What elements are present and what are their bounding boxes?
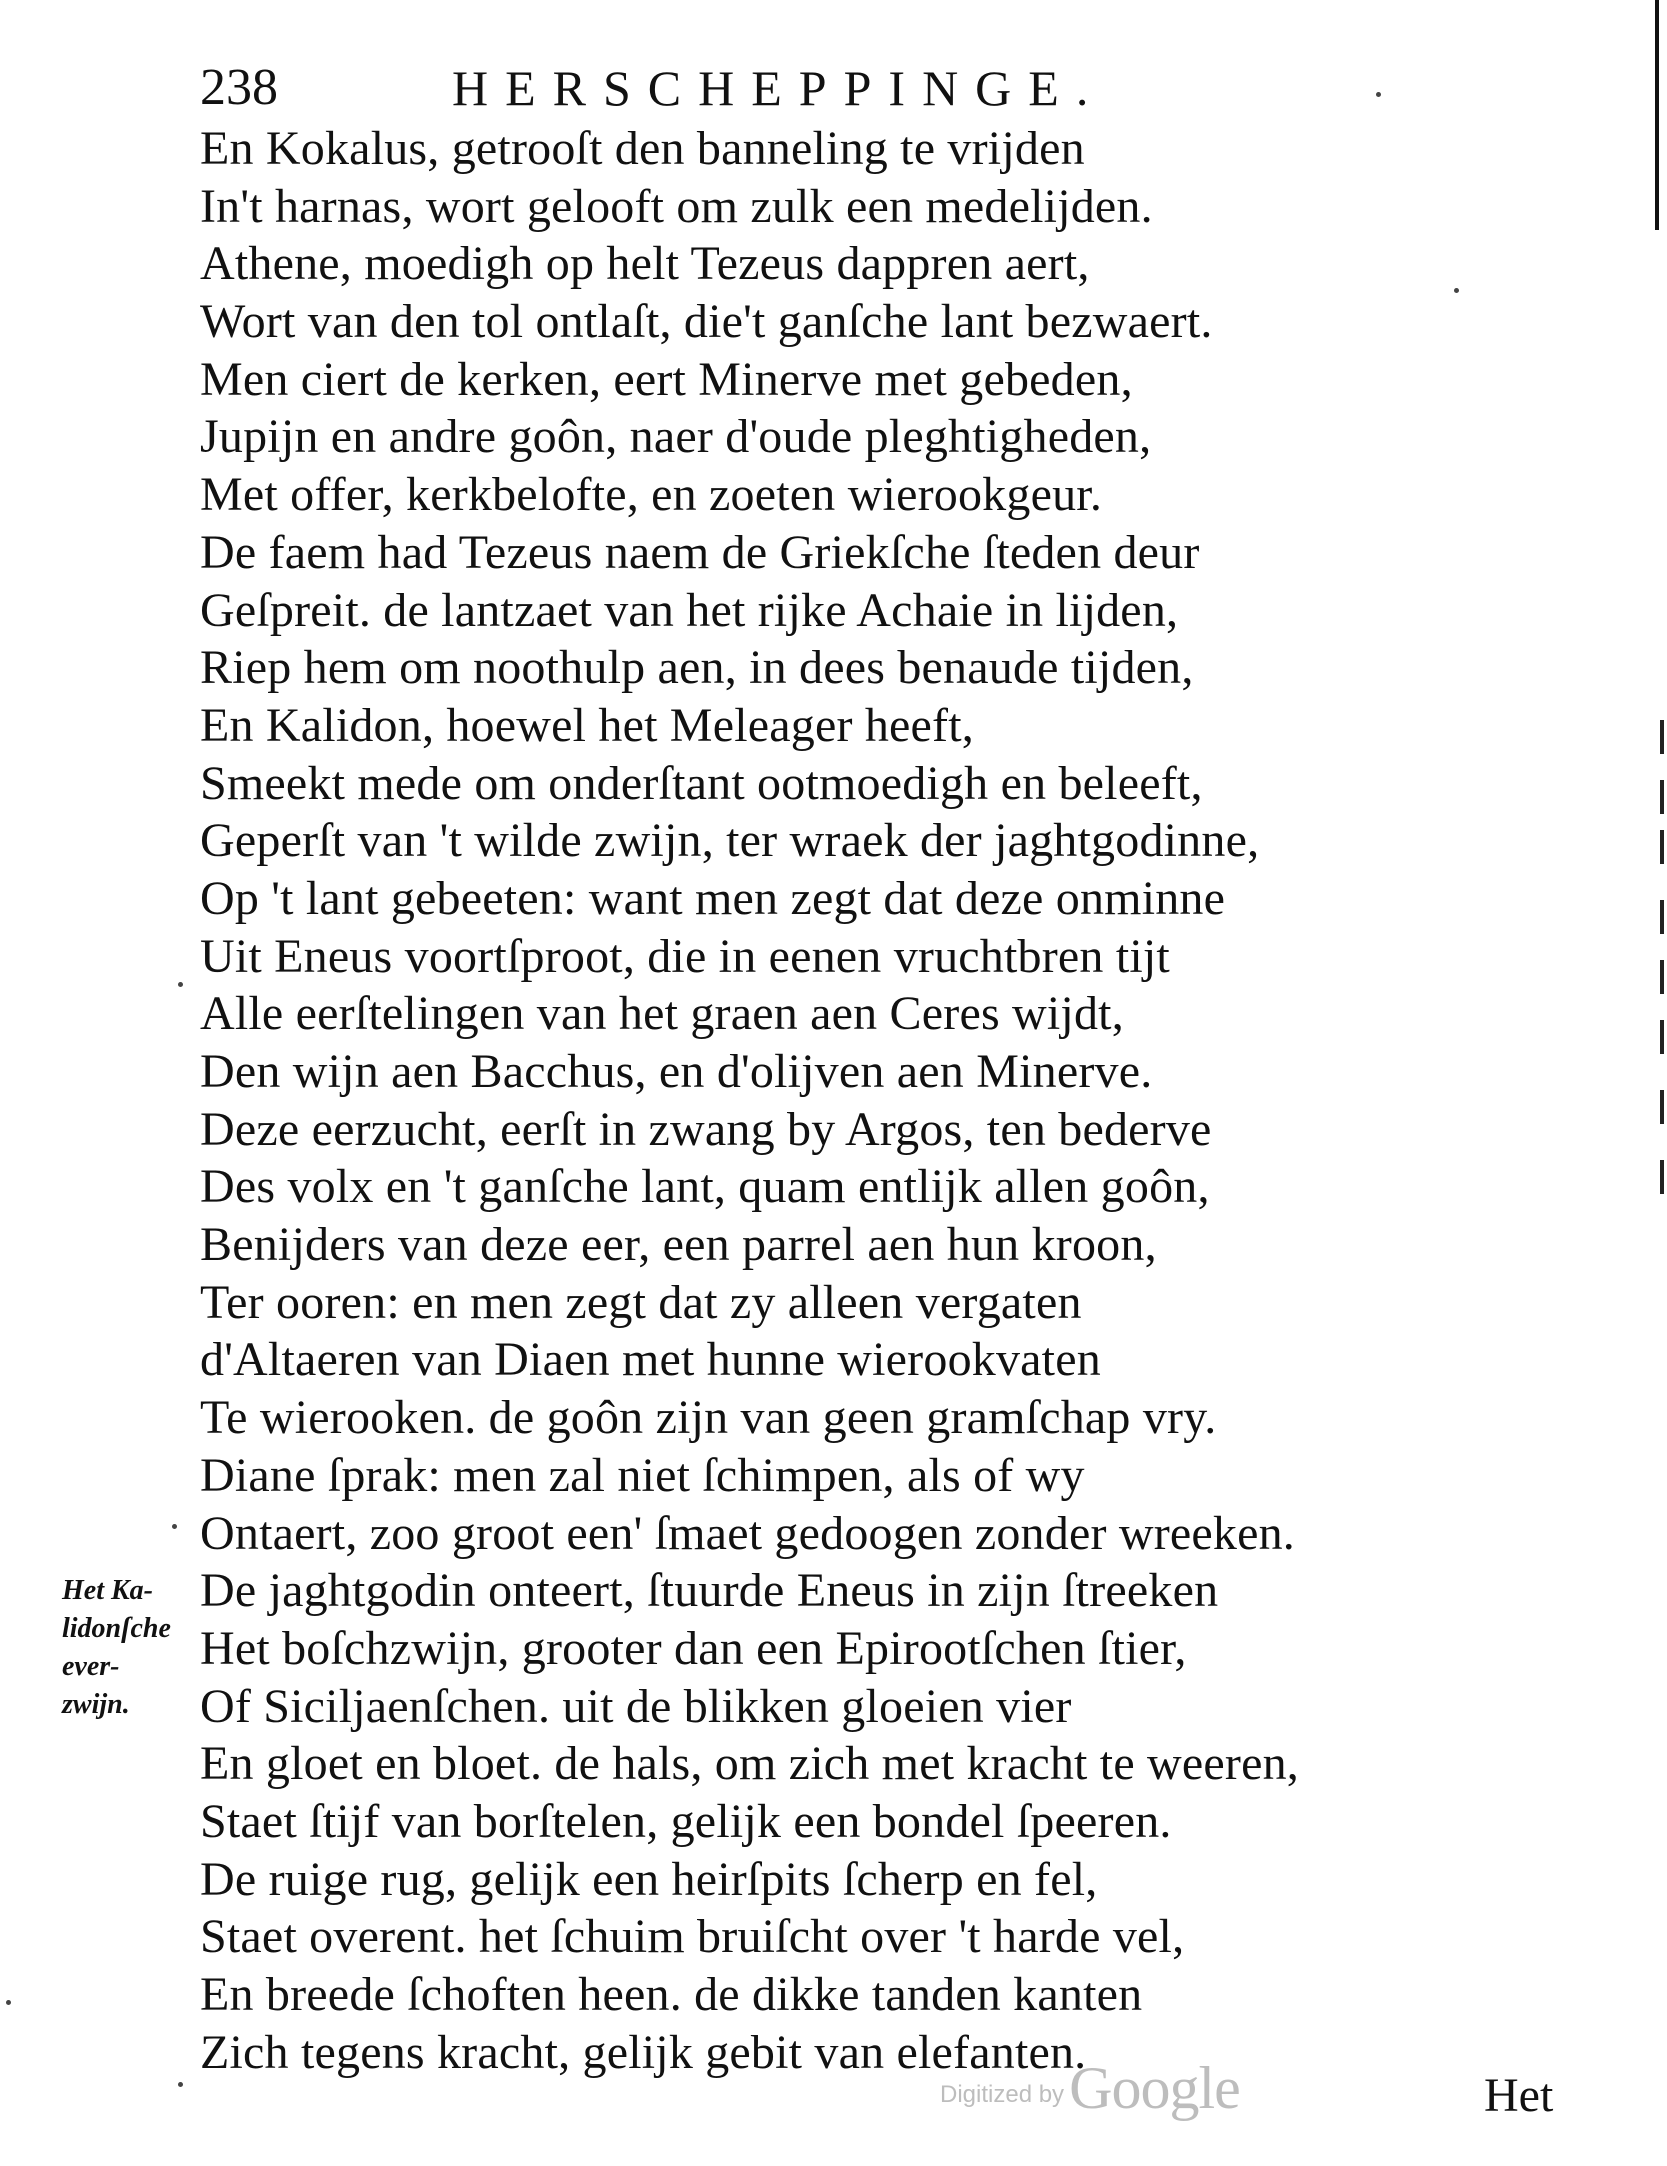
verse-line: Geſpreit. de lantzaet van het rijke Achaie in lijden, bbox=[200, 583, 1179, 637]
verse-line: Jupijn en andre goôn, naer d'oude pleghtigheden, bbox=[200, 410, 1152, 464]
verse-line: Den wijn aen Bacchus, en d'olijven aen Minerve. bbox=[200, 1045, 1153, 1098]
verse-line: Te wierooken. de goôn zijn van geen gramſchap vry. bbox=[200, 1391, 1217, 1445]
verse-line: Smeekt mede om onderſtant ootmoedigh en beleeft, bbox=[200, 756, 1203, 810]
verse-line: De faem had Tezeus naem de Griekſche ſteden deur bbox=[200, 525, 1200, 579]
verse-text bbox=[200, 120, 1580, 2081]
page-number: 238 bbox=[200, 59, 278, 116]
marginal-note-line: zwijn. bbox=[62, 1689, 130, 1720]
verse-line: De ruige rug, gelijk een heirſpits ſcherp en fel, bbox=[200, 1852, 1098, 1906]
verse-line: Of Siciljaenſchen. uit de blikken gloeien vier bbox=[200, 1679, 1072, 1733]
ink-speck bbox=[1454, 288, 1459, 293]
watermark-prefix: Digitized by bbox=[940, 2081, 1065, 2108]
verse-line: De jaghtgodin onteert, ſtuurde Eneus in zijn ſtreeken bbox=[200, 1564, 1219, 1618]
verse-line: En Kalidon, hoewel het Meleager heeft, bbox=[200, 698, 974, 752]
verse-line: Men ciert de kerken, eert Minerve met gebeden, bbox=[200, 352, 1133, 406]
verse-line: Diane ſprak: men zal niet ſchimpen, als of wy bbox=[200, 1448, 1085, 1502]
ink-speck bbox=[172, 1524, 177, 1529]
verse-line: In't harnas, wort gelooft om zulk een medelijden. bbox=[200, 179, 1153, 233]
marginal-note bbox=[62, 1572, 202, 1724]
ink-speck bbox=[178, 2082, 183, 2087]
verse-line: Met offer, kerkbelofte, en zoeten wierookgeur. bbox=[200, 468, 1103, 522]
verse-line: Alle eerſtelingen van het graen aen Ceres wijdt, bbox=[200, 987, 1124, 1041]
ink-speck bbox=[6, 2000, 11, 2005]
verse-line: d'Altaeren van Diaen met hunne wierookvaten bbox=[200, 1333, 1101, 1387]
verse-line: Staet ſtijf van borſtelen, gelijk een bondel ſpeeren. bbox=[200, 1794, 1172, 1848]
verse-line: Ter ooren: en men zegt dat zy alleen vergaten bbox=[200, 1275, 1082, 1329]
marginal-note-line: lidonſche bbox=[62, 1613, 171, 1644]
verse-line: Het boſchzwijn, grooter dan een Epirootſchen ſtier, bbox=[200, 1621, 1187, 1675]
verse-line: Zich tegens kracht, gelijk gebit van elefanten. bbox=[200, 2025, 1087, 2079]
verse-line: Des volx en 't ganſche lant, quam entlijk allen goôn, bbox=[200, 1160, 1210, 1214]
verse-line: En Kokalus, getrooſt den banneling te vrijden bbox=[200, 122, 1085, 175]
ink-speck bbox=[1376, 92, 1381, 97]
verse-line: Deze eerzucht, eerſt in zwang by Argos, ten bederve bbox=[200, 1102, 1212, 1156]
running-title: HERSCHEPPINGE. bbox=[452, 60, 1106, 116]
digitized-watermark bbox=[940, 2055, 1240, 2121]
verse-line: En breede ſchoften heen. de dikke tanden kanten bbox=[200, 1968, 1143, 2021]
watermark-brand: Google bbox=[1069, 2055, 1240, 2121]
verse-line: Uit Eneus voortſproot, die in eenen vruchtbren tijt bbox=[200, 929, 1170, 983]
verse-line: Staet overent. het ſchuim bruiſcht over 't harde vel, bbox=[200, 1910, 1185, 1964]
verse-line: Ontaert, zoo groot een' ſmaet gedoogen zonder wreeken. bbox=[200, 1506, 1295, 1560]
verse-line: Riep hem om noothulp aen, in dees benaude tijden, bbox=[200, 641, 1194, 695]
marginal-note-line: ever- bbox=[62, 1651, 120, 1682]
marginal-note-line: Het Ka- bbox=[62, 1575, 153, 1606]
verse-line: Benijders van deze eer, een parrel aen hun kroon, bbox=[200, 1218, 1157, 1272]
verse-line: Wort van den tol ontlaſt, die't ganſche lant bezwaert. bbox=[200, 295, 1213, 349]
catchword: Het bbox=[1484, 2069, 1554, 2122]
ink-speck bbox=[178, 982, 183, 987]
verse-line: Op 't lant gebeeten: want men zegt dat deze onminne bbox=[200, 871, 1226, 925]
verse-line: En gloet en bloet. de hals, om zich met kracht te weeren, bbox=[200, 1737, 1299, 1791]
facing-page-edge bbox=[1643, 0, 1667, 2166]
page-header bbox=[200, 58, 1360, 118]
verse-line: Geperſt van 't wilde zwijn, ter wraek der jaghtgodinne, bbox=[200, 814, 1260, 868]
verse-line: Athene, moedigh op helt Tezeus dappren aert, bbox=[200, 237, 1090, 291]
